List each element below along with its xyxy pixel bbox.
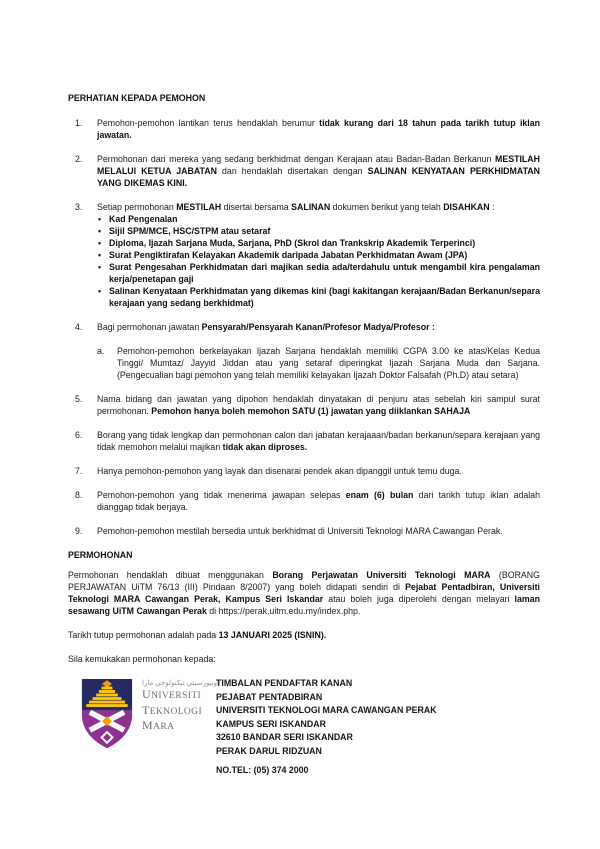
list-item-7 bbox=[68, 465, 540, 477]
text-run: di https://perak.uitm.edu.my/index.php. bbox=[206, 606, 361, 616]
bold-text-run: enam (6) bulan bbox=[345, 490, 414, 500]
address-lines bbox=[216, 677, 437, 758]
numbered-list bbox=[68, 117, 540, 537]
text-run: dan hendaklah disertakan dengan bbox=[216, 166, 368, 176]
bold-text-run: tidak kurang dari 18 tahun pada tarikh tutup iklan jawatan. bbox=[97, 118, 540, 140]
text-run: atau boleh juga diperolehi dengan melayari bbox=[323, 594, 515, 604]
bold-text-run: 13 JANUARI 2025 (ISNIN). bbox=[218, 630, 327, 640]
uitm-logo-shield bbox=[80, 677, 134, 751]
bold-text-run: Pensyarah/Pensyarah Kanan/Profesor Madya/Profesor : bbox=[201, 322, 435, 332]
item-number: 3. bbox=[75, 202, 83, 212]
bold-text-run: Pemohon hanya boleh memohon SATU (1) jawatan yang diiklankan SAHAJA bbox=[151, 406, 471, 416]
wordmark-line-2: TEKNOLOGI bbox=[142, 702, 203, 717]
item-text bbox=[97, 430, 540, 452]
item-number: 6. bbox=[75, 430, 83, 440]
item-number: 8. bbox=[75, 490, 83, 500]
submit-to-paragraph: Sila kemukakan permohonan kepada: bbox=[68, 654, 216, 664]
logo-shield-group bbox=[80, 678, 134, 750]
text-run: Permohonan dari mereka yang sedang berkhidmat dengan Kerajaan atau Badan-Badan Berkanun bbox=[97, 154, 496, 164]
address-line-1: TIMBALAN PENDAFTAR KANAN bbox=[216, 678, 353, 688]
list-item-2 bbox=[68, 153, 540, 189]
phone-number: NO.TEL: (05) 374 2000 bbox=[216, 765, 309, 775]
recipient-address bbox=[216, 677, 437, 778]
uitm-arabic-script: اونيورسيتي تيكنولوجي مارا bbox=[142, 680, 219, 687]
bullet-item-4 bbox=[98, 249, 540, 261]
bold-text-run: MESTILAH MELALUI KETUA JABATAN bbox=[97, 154, 540, 176]
text-run: Borang yang tidak lengkap dan permohonan calon dari jabatan kerajaaan/badan berkanun/separa kerajaan yang tidak memohon melalui majikan bbox=[97, 430, 540, 452]
uitm-wordmark bbox=[142, 677, 219, 735]
application-paragraph bbox=[68, 569, 540, 617]
bold-text-run: Diploma, Ijazah Sarjana Muda, Sarjana, PhD (Skrol dan Trankskrip Akademik Terperinci) bbox=[109, 238, 476, 248]
bold-text-run: MESTILAH bbox=[176, 202, 222, 212]
text-run: (BORANG PERJAWATAN UiTM 76/13 (III) Pindaan 8/2007) yang boleh didapati sendiri di bbox=[68, 570, 540, 592]
text-run: dokumen berikut yang telah bbox=[330, 202, 444, 212]
list-item-1 bbox=[68, 117, 540, 141]
list-item-5 bbox=[68, 393, 540, 417]
sub-item-a bbox=[97, 345, 540, 381]
address-line-4: KAMPUS SERI ISKANDAR bbox=[216, 718, 326, 729]
item-number: 7. bbox=[75, 466, 83, 476]
item-text bbox=[97, 154, 540, 188]
section-heading-permohonan: PERMOHONAN bbox=[68, 550, 133, 560]
bold-text-run: DISAHKAN bbox=[443, 202, 490, 212]
item-text bbox=[97, 466, 462, 476]
item-text bbox=[97, 526, 503, 536]
list-item-9 bbox=[68, 525, 540, 537]
item-text bbox=[97, 490, 540, 512]
bold-text-run: Salinan Kenyataan Perkhidmatan yang dikemas kini (bagi kakitangan kerajaan/Badan Berkanun/separa kerajaan yang sedang berkhidmat) bbox=[109, 286, 540, 308]
item-number: 2. bbox=[75, 154, 83, 164]
item-text bbox=[97, 118, 540, 140]
list-item-4 bbox=[68, 321, 540, 381]
text-run: Permohonan hendaklah dibuat menggunakan bbox=[68, 570, 273, 580]
bold-text-run: Borang Perjawatan Universiti Teknologi MARA bbox=[272, 570, 491, 580]
bold-text-run: SALINAN KENYATAAN PERKHIDMATAN YANG DIKEMAS KINI. bbox=[97, 166, 540, 188]
bold-text-run: Sijil SPM/MCE, HSC/STPM atau setaraf bbox=[109, 226, 271, 236]
text-run: Pemohon-pemohon lantikan terus hendaklah berumur bbox=[97, 118, 320, 128]
text-run: disertai bersama bbox=[221, 202, 292, 212]
item-number: 4. bbox=[75, 322, 83, 332]
text-run: Nama bidang dan jawatan yang dipohon hendaklah dinyatakan di penjuru atas sebelah kiri sampul surat permohonan. bbox=[97, 394, 540, 416]
bullet-item-6 bbox=[98, 285, 540, 309]
text-run: : bbox=[489, 202, 495, 212]
bullet-item-3 bbox=[98, 237, 540, 249]
item-number: 5. bbox=[75, 394, 83, 404]
text-run: Setiap permohonan bbox=[97, 202, 177, 212]
text-run: Bagi permohonan jawatan bbox=[97, 322, 202, 332]
list-item-6 bbox=[68, 429, 540, 453]
bold-text-run: SALINAN bbox=[291, 202, 331, 212]
sub-item-number: a. bbox=[97, 346, 105, 356]
list-item-8 bbox=[68, 489, 540, 513]
sub-item-text bbox=[117, 346, 540, 380]
text-run: Pemohon-pemohon berkelayakan Ijazah Sarjana hendaklah memiliki CGPA 3.00 ke atas/Kelas Kedua Tinggi/ Mumtaz/ Jayyid Jiddan atau yang setaraf diperingkat Ijazah Sarjana Muda dan Sarjana. (Pengecualian bagi pemohon yang telah memiliki kelayakan Ijazah Doktor Falsafah (Ph.D) atau setara) bbox=[117, 346, 540, 380]
address-line-5: 32610 BANDAR SERI ISKANDAR bbox=[216, 732, 353, 742]
wordmark-line-1: UNIVERSITI bbox=[142, 687, 202, 701]
bullet-item-5 bbox=[98, 261, 540, 285]
bold-text-run: Pejabat Pentadbiran, Universiti Teknologi MARA Cawangan Perak, Kampus Seri Iskandar bbox=[68, 582, 540, 604]
item-text bbox=[97, 322, 435, 332]
wordmark-line-3: MARA bbox=[142, 718, 175, 732]
bold-text-run: Surat Pengiktirafan Kelayakan Akademik daripada Jabatan Perkhidmatan Awam (JPA) bbox=[109, 250, 468, 260]
text-run: Tarikh tutup permohonan adalah pada bbox=[68, 630, 219, 640]
address-line-6: PERAK DARUL RIDZUAN bbox=[216, 745, 322, 756]
bold-text-run: Kad Pengenalan bbox=[109, 214, 178, 224]
document-content bbox=[68, 92, 540, 778]
item-number: 9. bbox=[75, 526, 83, 536]
address-line-3: UNIVERSITI TEKNOLOGI MARA CAWANGAN PERAK bbox=[216, 705, 437, 715]
item-number: 1. bbox=[75, 118, 83, 128]
text-run: Pemohon-pemohon yang tidak menerima jawapan selepas bbox=[97, 490, 346, 500]
bold-text-run: Surat Pengesahan Perkhidmatan dari majikan sedia ada/terdahulu untuk mengambil kira pengalaman kerja/penetapan gaji bbox=[109, 262, 540, 284]
address-line-2: PEJABAT PENTADBIRAN bbox=[216, 691, 323, 702]
text-run: Hanya pemohon-pemohon yang layak dan disenarai pendek akan dipanggil untuk temu duga. bbox=[97, 466, 462, 476]
bullet-item-1 bbox=[98, 213, 540, 225]
bullet-item-2 bbox=[98, 225, 540, 237]
bold-text-run: tidak akan diproses. bbox=[222, 442, 308, 452]
address-block bbox=[68, 677, 540, 778]
section-heading-perhatian: PERHATIAN KEPADA PEMOHON bbox=[68, 93, 206, 103]
item-text bbox=[97, 202, 495, 212]
item-text bbox=[97, 394, 540, 416]
closing-date-paragraph bbox=[68, 629, 540, 641]
bold-text-run: laman sesawang UiTM Cawangan Perak bbox=[68, 594, 540, 616]
list-item-3 bbox=[68, 201, 540, 309]
text-run: Pemohon-pemohon mestilah bersedia untuk berkhidmat di Universiti Teknologi MARA Cawangan Perak. bbox=[97, 526, 503, 536]
text-run: dari tarikh tutup iklan adalah dianggap tidak berjaya. bbox=[97, 490, 540, 512]
